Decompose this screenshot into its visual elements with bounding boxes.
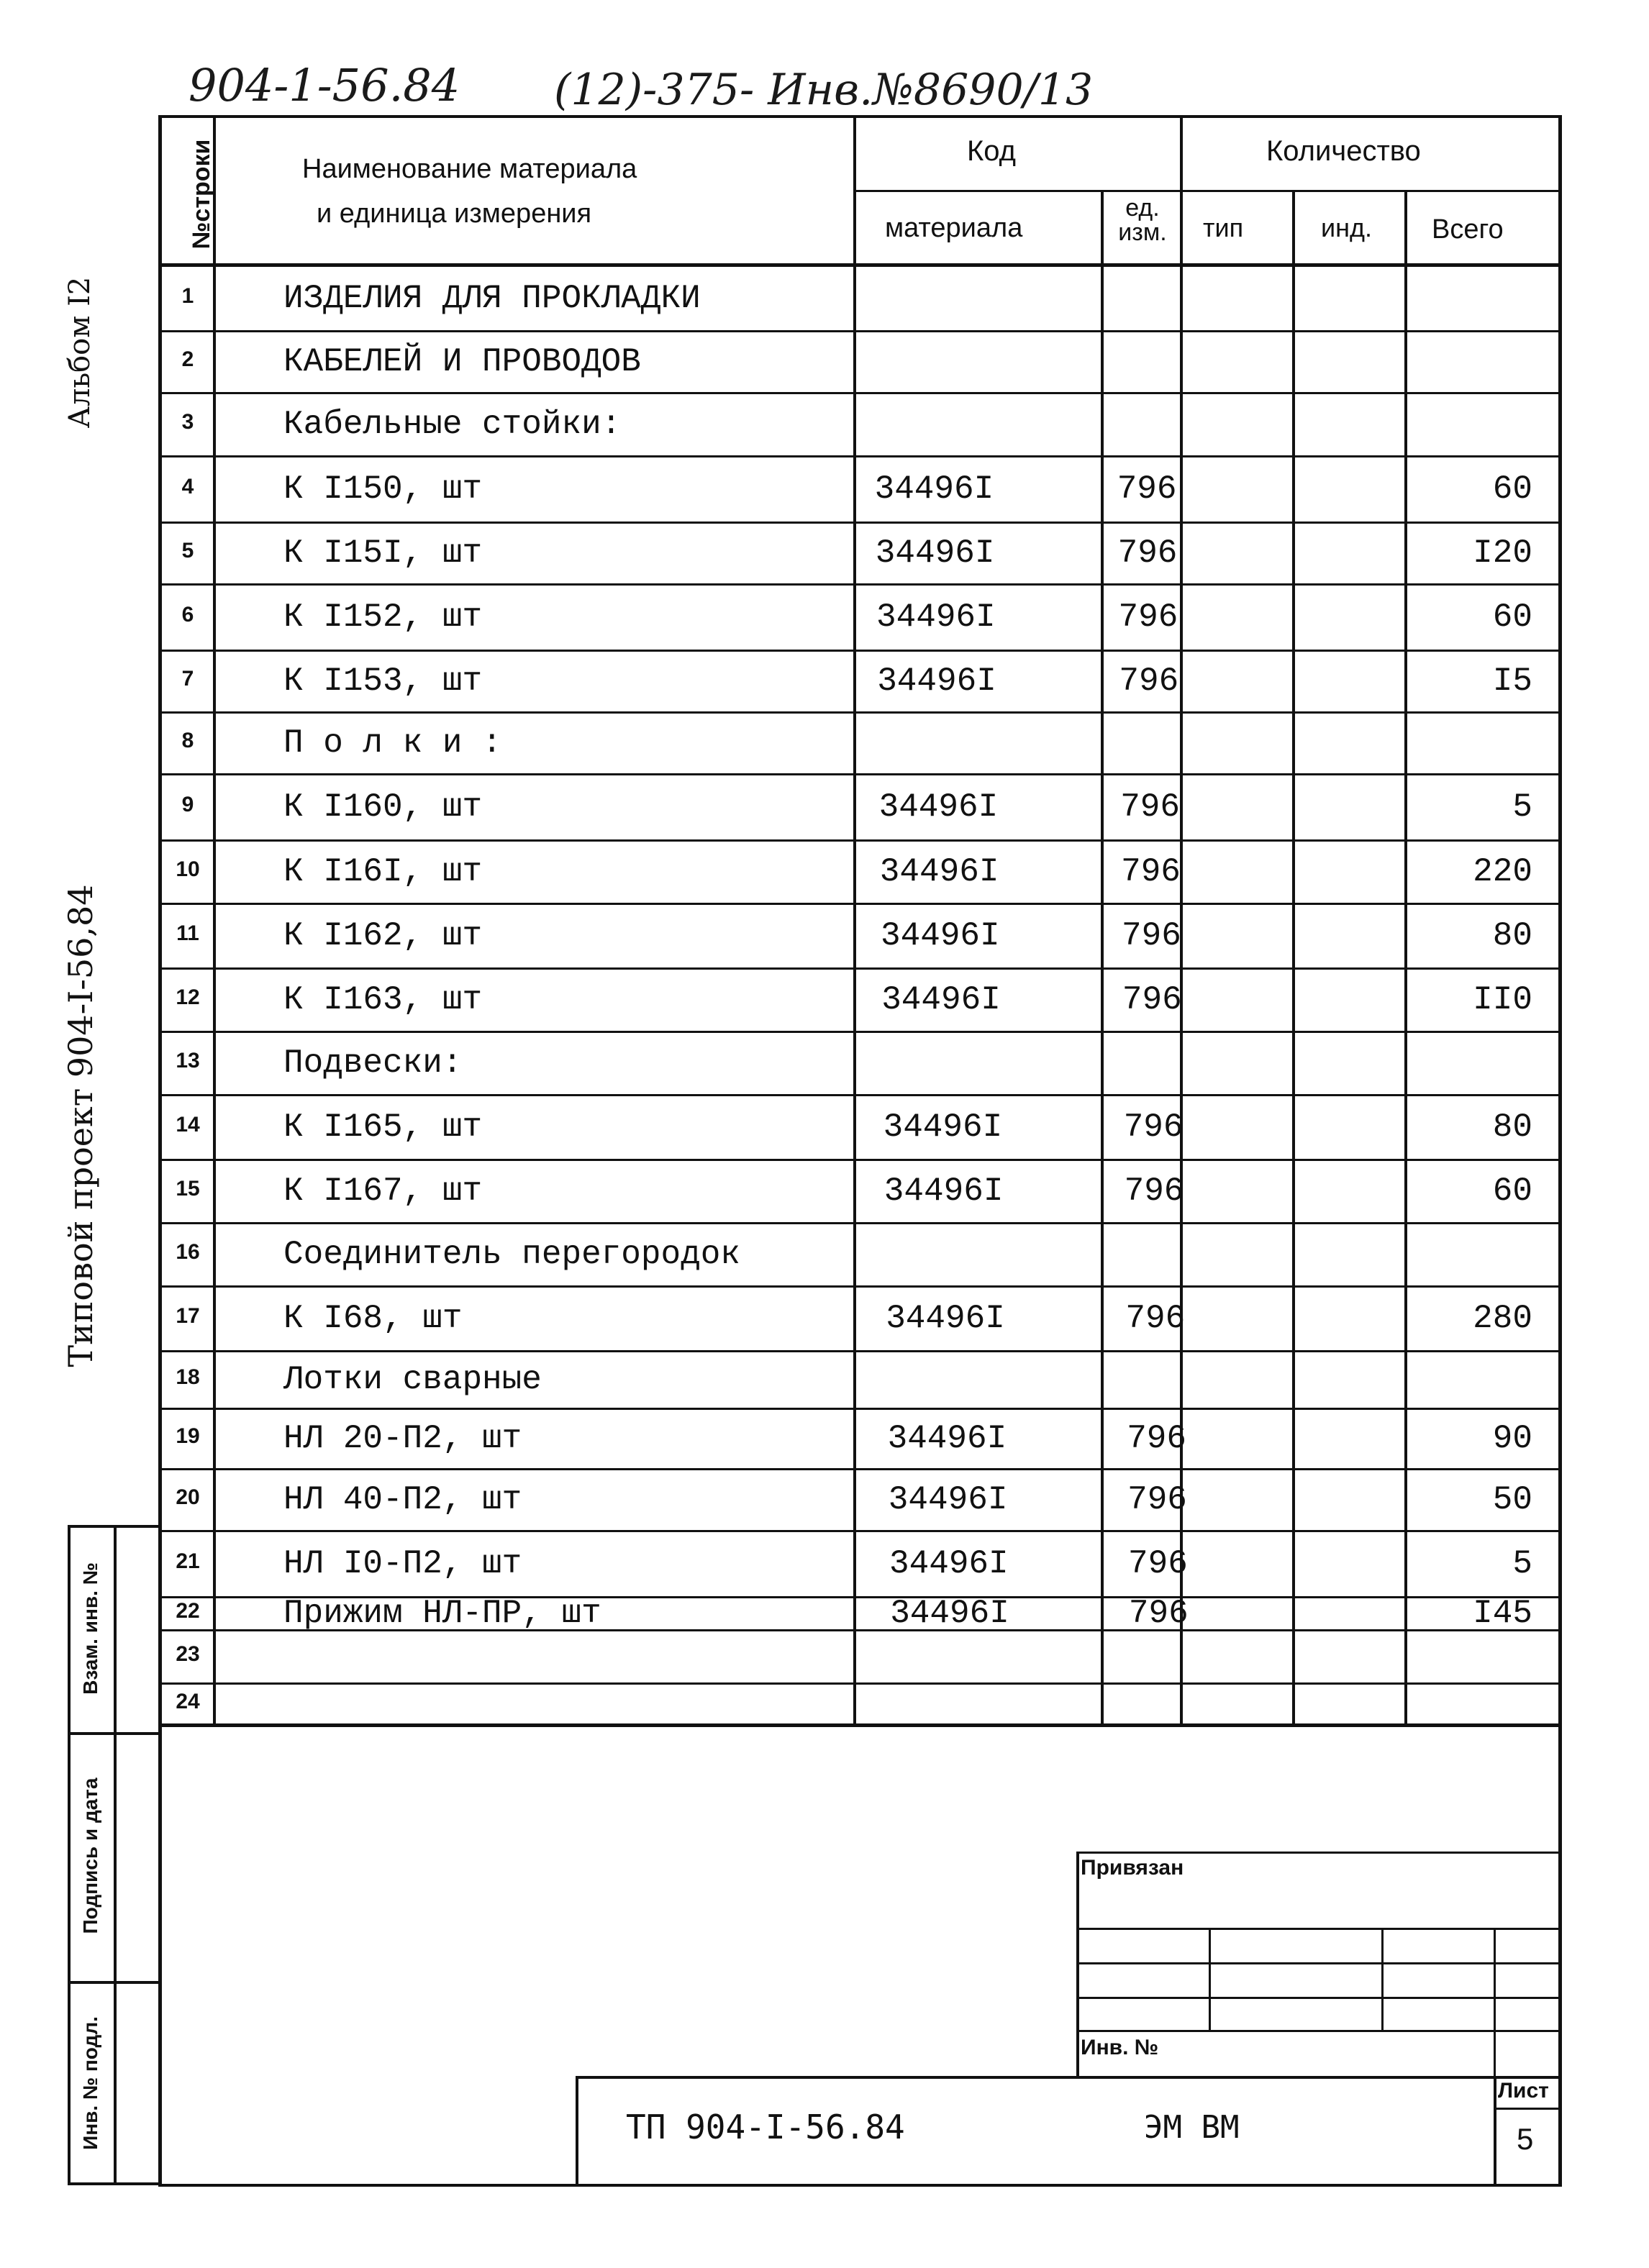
stamp-designation: ТП 904-I-56.84 [626,2108,905,2146]
row-separator [158,1222,1561,1224]
row-material-code: 34496I [879,853,999,891]
row-material-code: 34496I [883,1172,1004,1210]
row-number: 5 [181,539,194,563]
header-code-unit: ед. изм. [1118,194,1167,246]
row-separator [158,455,1561,457]
row-material-code: 34496I [881,917,1000,955]
row-number: 19 [176,1424,200,1448]
row-separator [158,1408,1561,1410]
row-material-code: 34496I [886,1300,1005,1337]
row-qty-total: 80 [1492,917,1532,955]
row-separator [158,711,1561,714]
row-material-name: К I167, шт [283,1172,483,1210]
left-box-inner [114,1525,117,2185]
row-material-name: К I163, шт [283,981,483,1019]
header-qty-type: тип [1203,213,1244,242]
row-unit-code: 796 [1117,470,1177,508]
stamp-vline-3 [1494,1928,1496,2077]
stamp-sheet-mid [1494,2108,1561,2110]
row-material-name: К I153, шт [283,662,483,700]
stamp-privyazan-top [1076,1852,1561,1854]
stamp-vline-1 [1209,1928,1211,2031]
row-number: 15 [176,1177,200,1201]
row-material-name: Соединитель перегородок [283,1236,740,1273]
row-separator [158,650,1561,652]
row-separator [158,392,1561,394]
table-bottom-line [158,1723,1561,1727]
row-material-name: ИЗДЕЛИЯ ДЛЯ ПРОКЛАДКИ [283,280,701,317]
row-material-name: К I165, шт [283,1108,483,1146]
stamp-sheet-left [1494,2076,1496,2185]
row-material-code: 34496I [890,1595,1009,1632]
header-code: Код [967,135,1017,167]
row-material-code: 34496I [888,1481,1008,1518]
header-code-material: материала [885,213,1023,243]
row-number: 20 [176,1485,200,1509]
row-material-name: К I162, шт [283,917,483,955]
header-row-no: №строки [188,139,215,250]
header-name: Наименование материала [302,154,637,184]
header-qty-ind: инд. [1321,213,1372,242]
frame-bottom [158,2184,1561,2187]
inventory-handwritten: (12)-375- Инв.№8690/13 [554,65,1094,115]
row-qty-total: 220 [1473,853,1532,891]
row-qty-total: II0 [1473,981,1532,1019]
row-material-name: Лотки сварные [283,1361,542,1398]
stamp-vline-2 [1381,1928,1384,2031]
row-qty-total: I20 [1473,534,1532,572]
row-qty-total: I45 [1473,1595,1532,1632]
col-line-type [1292,190,1295,1725]
row-number: 10 [176,857,200,881]
row-material-name: К I150, шт [283,470,483,508]
row-number: 7 [181,667,194,691]
row-material-name: К I15I, шт [283,534,483,572]
album-label: Альбом I2 [63,276,96,429]
row-material-code: 34496I [875,534,995,572]
row-number: 18 [176,1365,200,1389]
row-material-code: 34496I [889,1545,1009,1582]
row-material-name: Подвески: [283,1044,463,1082]
row-separator [158,1031,1561,1033]
row-number: 21 [176,1549,200,1573]
col-line-rownum [213,115,216,1725]
col-line-name [853,115,856,1725]
row-number: 23 [176,1642,200,1666]
row-separator [158,1094,1561,1096]
row-separator [158,1350,1561,1352]
header-name-line2: и единица измерения [317,199,592,229]
row-separator [158,330,1561,332]
stamp-main-top [576,2076,1561,2079]
row-material-name: НЛ I0-П2, шт [283,1545,522,1582]
row-unit-code: 796 [1127,1481,1187,1518]
vzam-inv-label: Взам. инв. № [79,1562,101,1695]
row-number: 16 [176,1240,200,1264]
row-number: 11 [176,921,199,945]
row-separator [158,522,1561,524]
row-number: 13 [176,1049,200,1072]
row-material-code: 34496I [887,1420,1007,1457]
row-unit-code: 796 [1123,1108,1184,1146]
row-number: 3 [181,410,194,434]
row-material-name: К I16I, шт [283,853,483,891]
stamp-line-1 [1076,1928,1561,1930]
row-separator [158,1682,1561,1685]
row-unit-code: 796 [1119,662,1179,700]
row-material-code: 34496I [874,470,994,508]
row-number: 8 [181,729,194,752]
row-qty-total: 90 [1492,1420,1532,1457]
row-number: 12 [176,985,200,1009]
row-separator [158,1285,1561,1288]
row-unit-code: 796 [1127,1420,1187,1457]
stamp-line-4 [1076,2030,1561,2032]
row-number: 22 [176,1599,200,1623]
row-material-name: Кабельные стойки: [283,406,622,443]
stamp-inv-label: Инв. № [1081,2036,1159,2059]
stamp-sheet-number: 5 [1517,2122,1534,2156]
row-material-name: НЛ 40-П2, шт [283,1481,522,1518]
row-number: 2 [181,347,194,371]
row-qty-total: I5 [1492,662,1532,700]
row-number: 1 [181,284,194,308]
row-unit-code: 796 [1122,981,1182,1019]
row-number: 17 [176,1304,200,1328]
row-number: 14 [176,1113,200,1137]
row-unit-code: 796 [1120,788,1181,826]
row-number: 9 [181,793,194,816]
row-unit-code: 796 [1128,1595,1189,1632]
stamp-sheet-label: Лист [1498,2079,1549,2103]
row-separator [158,839,1561,842]
project-code-handwritten: 904-1-56.84 [188,59,460,111]
row-material-code: 34496I [877,662,996,700]
row-material-name: Прижим НЛ-ПР, шт [283,1595,601,1632]
project-side-label: Типовой проект 904-I-56,84 [61,884,100,1367]
stamp-main-left [576,2076,578,2185]
stamp-line-3 [1076,1997,1561,1999]
row-separator [158,1468,1561,1470]
row-material-name: П о л к и : [283,724,502,762]
row-separator [158,903,1561,905]
row-material-code: 34496I [881,981,1001,1019]
row-separator [158,1159,1561,1161]
frame-right [1558,115,1562,2187]
col-line-code-unit [1101,190,1104,1725]
stamp-line-2 [1076,1962,1561,1964]
row-material-name: К I152, шт [283,598,483,636]
stamp-privyazan-left [1076,1852,1079,2077]
row-separator [158,1530,1561,1532]
frame-left [158,115,162,2187]
stamp-privyazan-label: Привязан [1081,1856,1184,1880]
row-qty-total: 280 [1473,1300,1532,1337]
row-separator [158,967,1561,970]
inv-podl-label: Инв. № подл. [79,2016,101,2150]
row-number: 24 [176,1690,200,1713]
row-unit-code: 796 [1124,1172,1184,1210]
row-unit-code: 796 [1117,534,1178,572]
row-separator [158,583,1561,586]
left-box-border-left [68,1525,71,2185]
row-qty-total: 60 [1492,470,1532,508]
row-material-code: 34496I [883,1108,1003,1146]
row-separator [158,773,1561,775]
header-qty-total: Всего [1432,214,1504,245]
row-unit-code: 796 [1118,598,1178,636]
row-material-name: КАБЕЛЕЙ И ПРОВОДОВ [283,343,641,381]
header-bottom-line [158,263,1561,267]
row-qty-total: 50 [1492,1481,1532,1518]
frame-top [158,115,1561,118]
row-unit-code: 796 [1125,1300,1186,1337]
row-qty-total: 80 [1492,1108,1532,1146]
podpis-label: Подпись и дата [79,1777,101,1934]
row-unit-code: 796 [1122,917,1181,955]
stamp-mark: ЭМ ВМ [1144,2109,1240,2146]
row-unit-code: 796 [1121,853,1181,891]
row-material-name: НЛ 20-П2, шт [283,1420,522,1457]
row-qty-total: 60 [1492,1172,1532,1210]
row-qty-total: 5 [1512,1545,1532,1582]
row-number: 6 [181,603,194,627]
row-number: 4 [181,475,194,498]
header-mid-line [853,190,1561,192]
row-material-name: К I160, шт [283,788,483,826]
row-unit-code: 796 [1128,1545,1188,1582]
row-material-name: К I68, шт [283,1300,463,1337]
header-qty: Количество [1266,135,1421,167]
row-qty-total: 5 [1512,788,1532,826]
row-material-code: 34496I [878,788,999,826]
row-qty-total: 60 [1492,598,1532,636]
row-material-code: 34496I [876,598,996,636]
